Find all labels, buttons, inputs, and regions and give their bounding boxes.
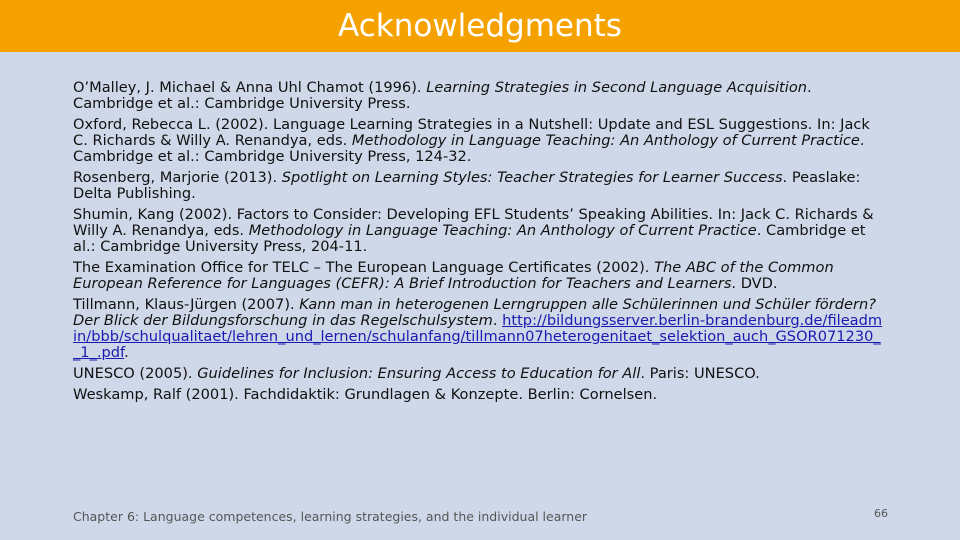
- reference-item: [73, 207, 883, 255]
- ref-title: Learning Strategies in Second Language Acquisition: [426, 79, 808, 96]
- ref-title: Spotlight on Learning Styles: Teacher Strategies for Learner Success: [281, 169, 783, 186]
- ref-title: Methodology in Language Teaching: An Anthology of Current Practice: [248, 222, 757, 239]
- reference-item: [73, 170, 883, 202]
- reference-item: [73, 297, 883, 361]
- ref-text: Rosenberg, Marjorie (2013).: [73, 169, 282, 186]
- ref-text: . Cambridge et al.: Cambridge University Press.: [73, 79, 812, 112]
- ref-text: Tillmann, Klaus-Jürgen (2007).: [73, 296, 300, 313]
- ref-text: .: [492, 312, 503, 329]
- reference-list: [73, 80, 883, 408]
- page-number: 66: [874, 507, 888, 520]
- ref-text: The Examination Office for TELC – The European Language Certificates (2002).: [73, 259, 655, 276]
- reference-item: [73, 366, 883, 382]
- ref-text: .: [124, 344, 129, 361]
- title-bar: [0, 0, 960, 52]
- ref-text: . Peaslake: Delta Publishing.: [73, 169, 861, 202]
- ref-text: O’Malley, J. Michael & Anna Uhl Chamot (1996).: [73, 79, 427, 96]
- reference-link[interactable]: http://bildungsserver.berlin-brandenburg.de/fileadmin/bbb/schulqualitaet/lehren_und_lernen/schulanfang/tillmann07heterogenitaet_selektion_auch_GSOR071230__1_.pdf: [73, 312, 883, 361]
- ref-title: Guidelines for Inclusion: Ensuring Access to Education for All: [197, 365, 641, 382]
- reference-item: [73, 260, 883, 292]
- ref-text: Weskamp, Ralf (2001). Fachdidaktik: Grundlagen & Konzepte. Berlin: Cornelsen.: [73, 386, 658, 403]
- reference-item: [73, 387, 883, 403]
- reference-item: [73, 80, 883, 112]
- ref-text: . DVD.: [731, 275, 778, 292]
- ref-text: . Cambridge et al.: Cambridge University Press, 204-11.: [73, 222, 866, 255]
- slide-title: Acknowledgments: [338, 8, 622, 44]
- slide-footer: Chapter 6: Language competences, learning strategies, and the individual learner: [73, 509, 588, 524]
- reference-item: [73, 117, 883, 165]
- ref-text: Oxford, Rebecca L. (2002). Language Learning Strategies in a Nutshell: Update and ESL Suggestions. In: Jack C. Richards & Willy A. Renandya, eds.: [73, 116, 870, 149]
- ref-text: Shumin, Kang (2002). Factors to Consider: Developing EFL Students’ Speaking Abilities. In: Jack C. Richards & Willy A. Renandya, eds.: [73, 206, 874, 239]
- ref-text: . Paris: UNESCO.: [640, 365, 760, 382]
- ref-text: . Cambridge et al.: Cambridge University Press, 124-32.: [73, 132, 865, 165]
- ref-title: Methodology in Language Teaching: An Anthology of Current Practice: [351, 132, 860, 149]
- ref-text: UNESCO (2005).: [73, 365, 198, 382]
- ref-title: The ABC of the Common European Reference for Languages (CEFR): A Brief Introduction for Teachers and Learners: [73, 259, 834, 292]
- ref-title: Kann man in heterogenen Lerngruppen alle Schülerinnen und Schüler fördern? Der Blick der Bildungsforschung in das Regelschulsystem: [73, 296, 876, 329]
